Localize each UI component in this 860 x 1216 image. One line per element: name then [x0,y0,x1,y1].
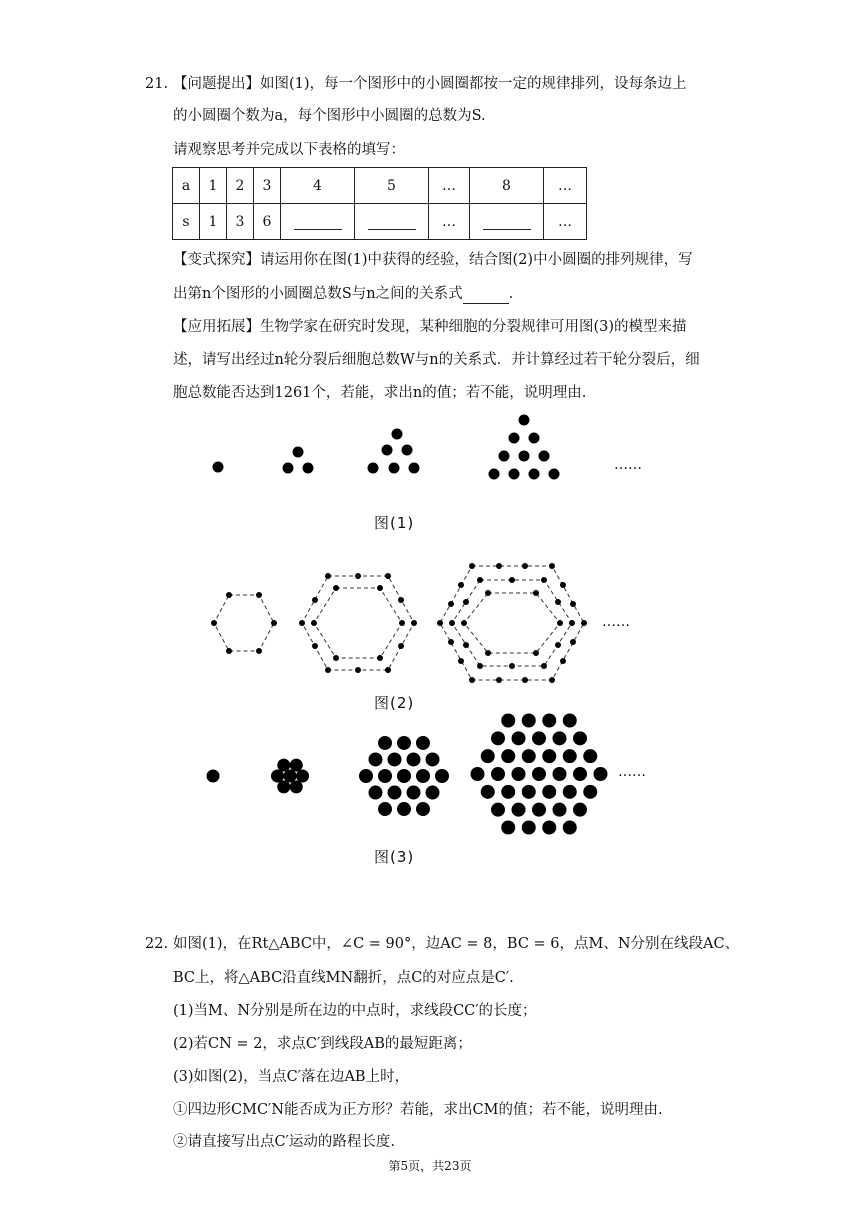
q22-line-5: (3)如图(2)，当点C′落在边AB上时， [173,1069,410,1085]
table-cell: 3 [227,204,254,240]
answer-blank[interactable] [355,204,429,240]
table-row-s [173,204,587,240]
table-cell: 3 [254,168,281,204]
question-22-number: 22. [145,936,169,952]
ellipsis: …… [602,614,630,630]
q21-line-1: 【问题提出】如图(1)，每一个图形中的小圆圈都按一定的规律排列，设每条边上 [173,76,687,92]
table-cell: 4 [281,168,355,204]
q22-line-1: 如图(1)，在Rt△ABC中，∠C = 90°，边AC = 8，BC = 6，点M、N分别在线段AC、 [173,936,740,952]
q21-line-5 [173,284,513,304]
table-cell: … [429,204,470,240]
table-cell: 1 [200,168,227,204]
ellipsis: …… [614,457,642,473]
table-cell: a [173,168,200,204]
figure-3-cells [0,718,860,830]
table-cell: s [173,204,200,240]
ellipsis: …… [618,764,646,780]
table-cell: 2 [227,168,254,204]
figure-1-triangles [0,410,860,490]
table-cell: … [429,168,470,204]
q21-line-6: 【应用拓展】生物学家在研究时发现，某种细胞的分裂规律可用图(3)的模型来描 [173,319,687,335]
q21-table [172,167,587,240]
q21-line-8: 胞总数能否达到1261个，若能，求出n的值；若不能，说明理由. [173,385,587,401]
q22-line-2: BC上，将△ABC沿直线MN翻折，点C的对应点是C′. [173,970,514,986]
figure-2-hexagons [0,560,860,690]
q22-line-7: ②请直接写出点C′运动的路程长度. [173,1134,395,1150]
q22-line-4: (2)若CN = 2，求点C′到线段AB的最短距离； [173,1036,472,1052]
q21-line-3: 请观察思考并完成以下表格的填写： [173,142,405,158]
table-cell: 5 [355,168,429,204]
figure-1-caption: 图(1) [374,514,415,532]
table-cell: 6 [254,204,281,240]
q21-line-7: 述，请写出经过n轮分裂后细胞总数W与n的关系式．并计算经过若干轮分裂后，细 [173,352,700,368]
page-footer: 第5页，共23页 [388,1159,472,1173]
answer-blank[interactable] [463,289,509,304]
table-cell: 1 [200,204,227,240]
q21-line-5-end: . [508,286,514,302]
q22-line-6: ①四边形CMC′N能否成为正方形？若能，求出CM的值；若不能，说明理由. [173,1102,663,1118]
q21-line-2: 的小圆圈个数为a，每个图形中小圆圈的总数为S. [173,108,486,124]
q22-line-3: (1)当M、N分别是所在边的中点时，求线段CC′的长度； [173,1003,537,1019]
answer-blank[interactable] [281,204,355,240]
table-cell: … [544,204,587,240]
answer-blank[interactable] [470,204,544,240]
question-21-number: 21. [145,76,169,92]
q21-line-4: 【变式探究】请运用你在图(1)中获得的经验，结合图(2)中小圆圈的排列规律，写 [173,252,693,268]
q21-line-5-text: 出第n个图形的小圆圈总数S与n之间的关系式 [173,286,463,302]
figure-2-caption: 图(2) [374,694,415,712]
table-row-a [173,168,587,204]
figure-3-caption: 图(3) [374,848,415,866]
table-cell: … [544,168,587,204]
table-cell: 8 [470,168,544,204]
